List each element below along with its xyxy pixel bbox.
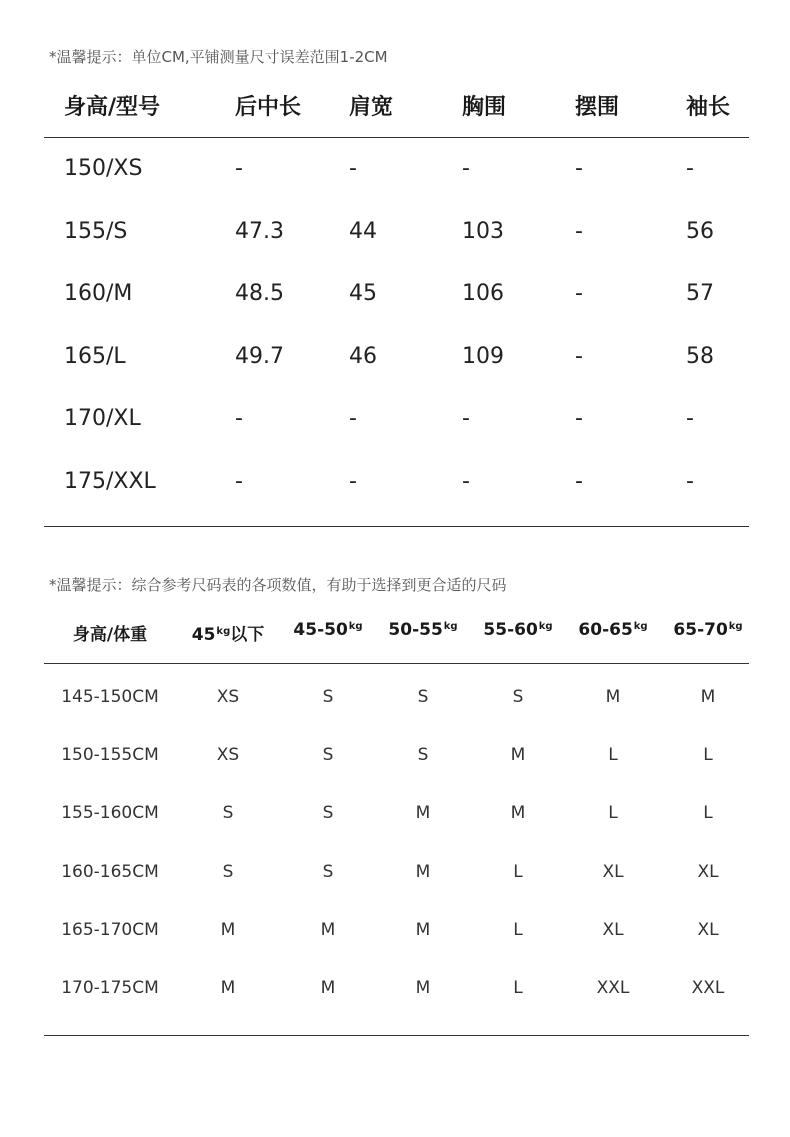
size-table-note: *温馨提示：单位CM,平铺测量尺寸误差范围1-2CM bbox=[49, 48, 388, 66]
size-table-row-label: 165/L bbox=[64, 344, 126, 369]
size-table-cell: - bbox=[575, 344, 583, 369]
weight-unit: kg bbox=[633, 621, 648, 632]
reference-table-cell: S bbox=[322, 803, 334, 823]
reference-table-cell: M bbox=[220, 920, 236, 940]
reference-table-bottom-divider bbox=[44, 1035, 749, 1036]
size-table-cell: - bbox=[686, 469, 694, 494]
reference-table-cell: XXL bbox=[596, 978, 630, 998]
reference-table-cell: S bbox=[322, 745, 334, 765]
reference-table-cell: M bbox=[320, 920, 336, 940]
size-table-cell: - bbox=[575, 219, 583, 244]
size-table-cell: - bbox=[462, 406, 470, 431]
reference-table-cell: M bbox=[415, 978, 431, 998]
size-table-header-cell: 身高/型号 bbox=[64, 95, 161, 120]
size-table-cell: - bbox=[349, 406, 357, 431]
reference-table-cell: L bbox=[608, 803, 618, 823]
size-table-cell: - bbox=[462, 469, 470, 494]
reference-table-row-label: 155-160CM bbox=[61, 803, 159, 823]
reference-table-cell: S bbox=[417, 745, 429, 765]
reference-table-cell: XL bbox=[602, 920, 624, 940]
reference-table-header-weight bbox=[192, 620, 264, 645]
size-table-header-cell: 袖长 bbox=[686, 95, 731, 120]
size-table-cell: 48.5 bbox=[235, 281, 284, 306]
size-table-cell: 46 bbox=[349, 344, 377, 369]
reference-table-cell: XL bbox=[697, 862, 719, 882]
reference-table-cell: M bbox=[220, 978, 236, 998]
size-table-row-label: 160/M bbox=[64, 281, 133, 306]
reference-table-row-label: 170-175CM bbox=[61, 978, 159, 998]
size-table-header-cell: 摆围 bbox=[575, 95, 620, 120]
reference-table-row-label: 160-165CM bbox=[61, 862, 159, 882]
reference-table-cell: L bbox=[703, 803, 713, 823]
size-table-cell: 106 bbox=[462, 281, 504, 306]
weight-range: 65-70 bbox=[673, 620, 728, 640]
reference-table-cell: S bbox=[222, 803, 234, 823]
reference-table-header-weight bbox=[673, 620, 742, 640]
reference-table-header-weight bbox=[483, 620, 552, 640]
reference-table-cell: M bbox=[415, 920, 431, 940]
size-table-row-label: 155/S bbox=[64, 219, 128, 244]
size-table-cell: - bbox=[235, 469, 243, 494]
reference-table-cell: XS bbox=[216, 687, 240, 707]
size-table-bottom-divider bbox=[44, 526, 749, 527]
size-table-cell: - bbox=[686, 406, 694, 431]
reference-table-cell: M bbox=[415, 803, 431, 823]
reference-table-cell: S bbox=[417, 687, 429, 707]
size-table-cell: - bbox=[686, 156, 694, 181]
reference-table-cell: XL bbox=[602, 862, 624, 882]
reference-table-cell: L bbox=[513, 862, 523, 882]
size-table-cell: - bbox=[235, 406, 243, 431]
reference-table-cell: M bbox=[605, 687, 621, 707]
size-table-cell: - bbox=[575, 406, 583, 431]
size-table-cell: 49.7 bbox=[235, 344, 284, 369]
weight-unit: kg bbox=[728, 621, 743, 632]
reference-table-row-label: 145-150CM bbox=[61, 687, 159, 707]
size-table-cell: 103 bbox=[462, 219, 504, 244]
weight-range: 45-50 bbox=[293, 620, 348, 640]
size-table-row-label: 175/XXL bbox=[64, 469, 156, 494]
reference-table-cell: XXL bbox=[691, 978, 725, 998]
reference-table-cell: L bbox=[608, 745, 618, 765]
reference-table-cell: M bbox=[510, 745, 526, 765]
reference-table-header-weight bbox=[293, 620, 362, 640]
weight-range: 45 bbox=[191, 625, 216, 645]
reference-table-cell: M bbox=[415, 862, 431, 882]
reference-table-cell: S bbox=[322, 687, 334, 707]
size-table-cell: - bbox=[349, 156, 357, 181]
reference-table-cell: XS bbox=[216, 745, 240, 765]
size-table-cell: - bbox=[349, 469, 357, 494]
weight-unit: kg bbox=[348, 621, 363, 632]
reference-table-cell: S bbox=[512, 687, 524, 707]
reference-table-header-height-weight: 身高/体重 bbox=[72, 625, 148, 645]
reference-table-cell: XL bbox=[697, 920, 719, 940]
reference-table-row-label: 165-170CM bbox=[61, 920, 159, 940]
reference-table-header-divider bbox=[44, 663, 749, 664]
reference-table-cell: L bbox=[703, 745, 713, 765]
size-table-header-cell: 肩宽 bbox=[349, 95, 394, 120]
weight-unit: kg bbox=[538, 621, 553, 632]
size-table-cell: - bbox=[575, 156, 583, 181]
size-table-cell: - bbox=[235, 156, 243, 181]
size-table-cell: - bbox=[575, 469, 583, 494]
weight-unit: kg bbox=[443, 621, 458, 632]
reference-table-header-weight bbox=[388, 620, 457, 640]
reference-table-cell: L bbox=[513, 920, 523, 940]
size-table-row-label: 170/XL bbox=[64, 406, 141, 431]
weight-range: 50-55 bbox=[388, 620, 443, 640]
size-table-cell: 57 bbox=[686, 281, 714, 306]
size-table-cell: 56 bbox=[686, 219, 714, 244]
reference-table-note: *温馨提示：综合参考尺码表的各项数值，有助于选择到更合适的尺码 bbox=[49, 576, 507, 594]
size-table-row-label: 150/XS bbox=[64, 156, 143, 181]
weight-suffix: 以下 bbox=[230, 625, 265, 645]
reference-table-cell: S bbox=[222, 862, 234, 882]
size-table-cell: 58 bbox=[686, 344, 714, 369]
reference-table-header-weight bbox=[578, 620, 647, 640]
size-table-header-cell: 胸围 bbox=[462, 95, 507, 120]
size-table-cell: 44 bbox=[349, 219, 377, 244]
size-table-cell: - bbox=[575, 281, 583, 306]
size-table-cell: 45 bbox=[349, 281, 377, 306]
weight-range: 60-65 bbox=[578, 620, 633, 640]
size-table-cell: 47.3 bbox=[235, 219, 284, 244]
reference-table-cell: M bbox=[510, 803, 526, 823]
size-table-header-cell: 后中长 bbox=[235, 95, 302, 120]
reference-table-cell: M bbox=[320, 978, 336, 998]
reference-table-cell: M bbox=[700, 687, 716, 707]
size-table-cell: - bbox=[462, 156, 470, 181]
size-table-header-divider bbox=[44, 137, 749, 138]
reference-table-row-label: 150-155CM bbox=[61, 745, 159, 765]
weight-range: 55-60 bbox=[483, 620, 538, 640]
size-table-cell: 109 bbox=[462, 344, 504, 369]
reference-table-cell: S bbox=[322, 862, 334, 882]
weight-unit: kg bbox=[216, 626, 231, 637]
reference-table-cell: L bbox=[513, 978, 523, 998]
